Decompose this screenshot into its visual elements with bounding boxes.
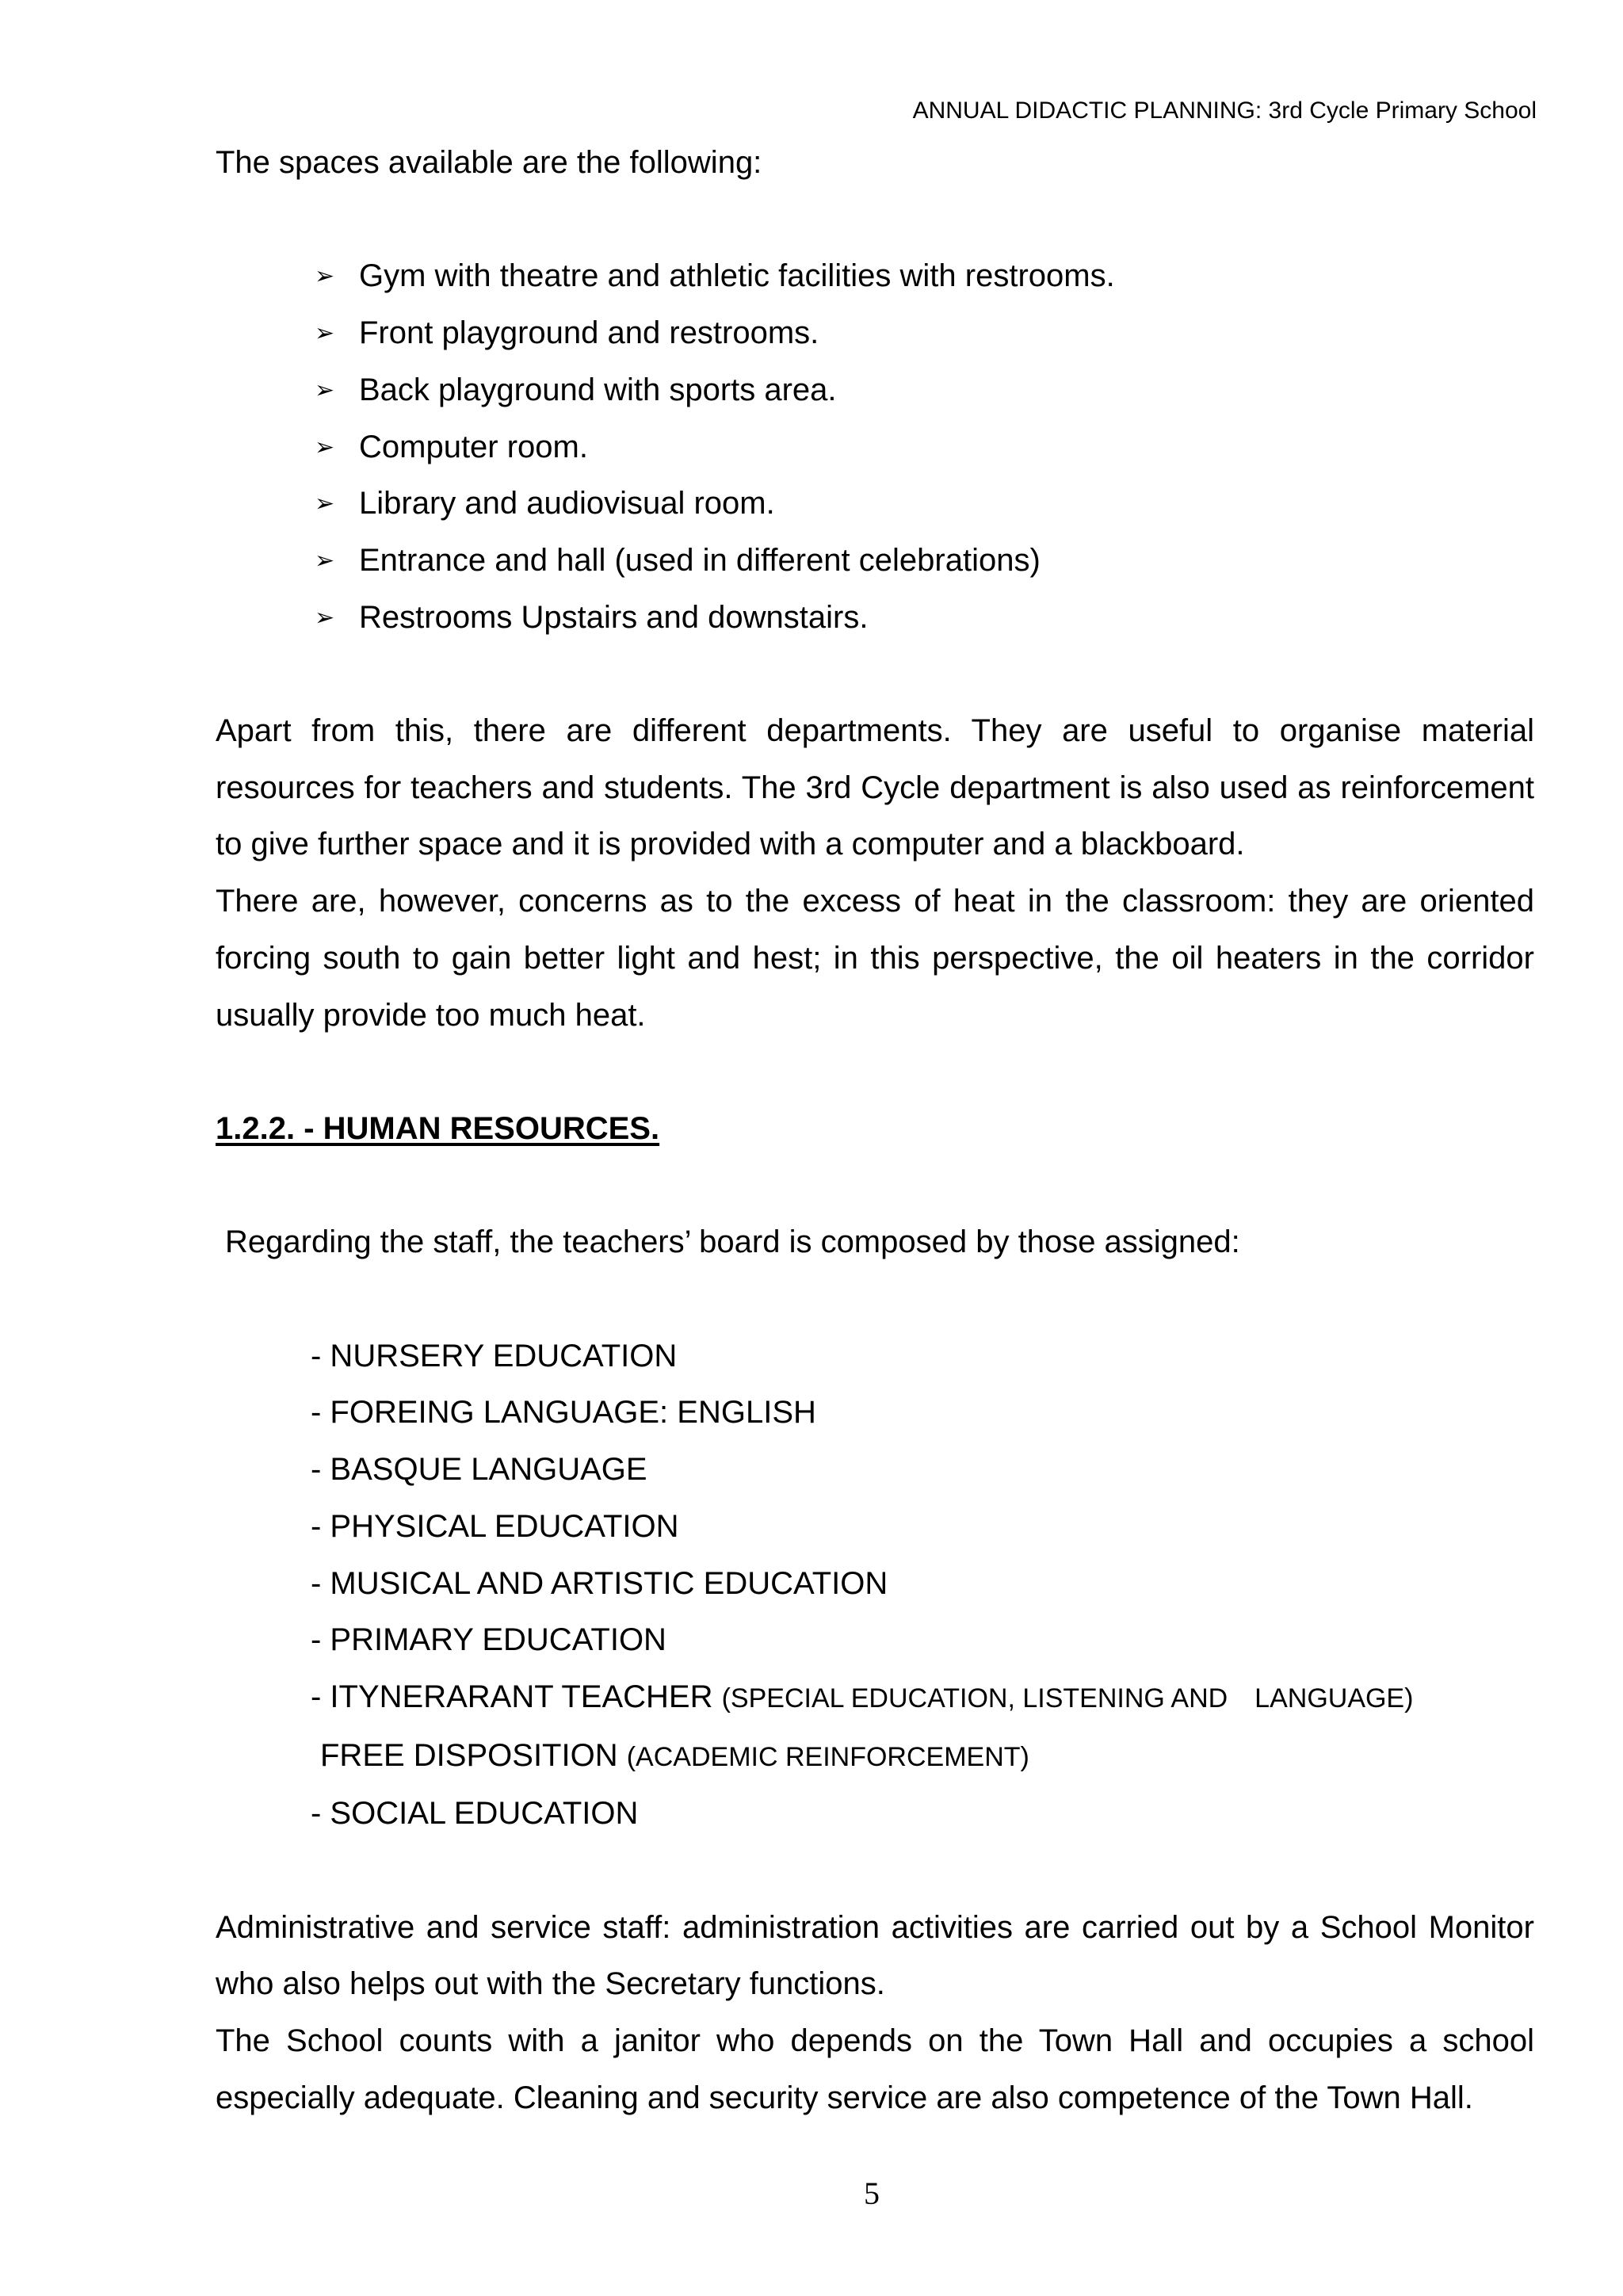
staff-intro: Regarding the staff, the teachers’ board is composed by those assigned: xyxy=(225,1224,1240,1260)
page-header: ANNUAL DIDACTIC PLANNING: 3rd Cycle Primary School xyxy=(912,97,1537,124)
spacer xyxy=(216,1158,1534,1215)
departments-paragraph: Apart from this, there are different departments. They are useful to organise material resources for teachers and students. The 3rd Cycle department is also used as reinforcement to give further space and it is provided with a computer and a blackboard. xyxy=(216,713,1534,862)
spacer xyxy=(216,192,1534,249)
list-item xyxy=(315,419,1534,476)
arrow-bullet-icon: ➢ xyxy=(315,491,335,518)
list-item xyxy=(315,590,1534,647)
arrow-bullet-icon: ➢ xyxy=(315,434,335,460)
spaces-list xyxy=(216,248,1534,646)
heat-concerns-paragraph: There are, however, concerns as to the excess of heat in the classroom: they are oriented forcing south to gain better light and hest; in this perspective, the oil heaters in the corridor usually provide too much heat. xyxy=(216,884,1534,1033)
list-item xyxy=(315,476,1534,533)
list-item xyxy=(311,1728,1534,1786)
page-number: 5 xyxy=(864,2176,880,2211)
page-body xyxy=(216,135,1534,2127)
list-item-text: Front playground and restrooms. xyxy=(359,315,819,351)
list-item-text: Back playground with sports area. xyxy=(359,372,837,407)
list-item-text: Library and audiovisual room. xyxy=(359,486,775,521)
itinerant-teacher-note: (SPECIAL EDUCATION, LISTENING AND xyxy=(721,1683,1228,1713)
list-item xyxy=(315,248,1534,305)
itinerant-teacher-label: - ITYNERARANT TEACHER xyxy=(311,1679,713,1714)
list-item-text: Entrance and hall (used in different celebrations) xyxy=(359,542,1041,578)
free-disposition-note: (ACADEMIC REINFORCEMENT) xyxy=(626,1741,1029,1772)
spacer xyxy=(216,1044,1534,1101)
list-item-text: Gym with theatre and athletic facilities with restrooms. xyxy=(359,258,1115,294)
arrow-bullet-icon: ➢ xyxy=(315,604,335,631)
free-disposition-label: FREE DISPOSITION xyxy=(320,1737,618,1773)
spacer xyxy=(216,1843,1534,1900)
list-item xyxy=(315,362,1534,419)
list-item-text: Computer room. xyxy=(359,429,588,464)
arrow-bullet-icon: ➢ xyxy=(315,376,335,403)
spacer xyxy=(216,1271,1534,1328)
administration-paragraph: Administrative and service staff: administration activities are carried out by a School Monitor who also helps out with the Secretary functions. xyxy=(216,1909,1534,2002)
list-item xyxy=(315,533,1534,590)
itinerant-teacher-note-end: LANGUAGE) xyxy=(1254,1683,1414,1713)
list-item: - PHYSICAL EDUCATION xyxy=(311,1508,679,1544)
list-item: - PRIMARY EDUCATION xyxy=(311,1622,666,1658)
list-item: - BASQUE LANGUAGE xyxy=(311,1452,647,1488)
arrow-bullet-icon: ➢ xyxy=(315,263,335,290)
arrow-bullet-icon: ➢ xyxy=(315,547,335,574)
list-item: - FOREING LANGUAGE: ENGLISH xyxy=(311,1395,816,1431)
list-item: - MUSICAL AND ARTISTIC EDUCATION xyxy=(311,1565,888,1601)
section-heading: 1.2.2. - HUMAN RESOURCES. xyxy=(216,1110,660,1146)
spacer xyxy=(216,646,1534,703)
staff-list xyxy=(216,1328,1534,1843)
arrow-bullet-icon: ➢ xyxy=(315,320,335,347)
spaces-intro: The spaces available are the following: xyxy=(216,145,762,180)
list-item: - NURSERY EDUCATION xyxy=(311,1338,678,1373)
list-item xyxy=(311,1669,1534,1728)
list-item-text: Restrooms Upstairs and downstairs. xyxy=(359,599,869,635)
janitor-paragraph: The School counts with a janitor who depends on the Town Hall and occupies a school especially adequate. Cleaning and security service are also competence of the Town Hall. xyxy=(216,2023,1534,2115)
list-item xyxy=(315,305,1534,362)
list-item: - SOCIAL EDUCATION xyxy=(311,1796,639,1832)
